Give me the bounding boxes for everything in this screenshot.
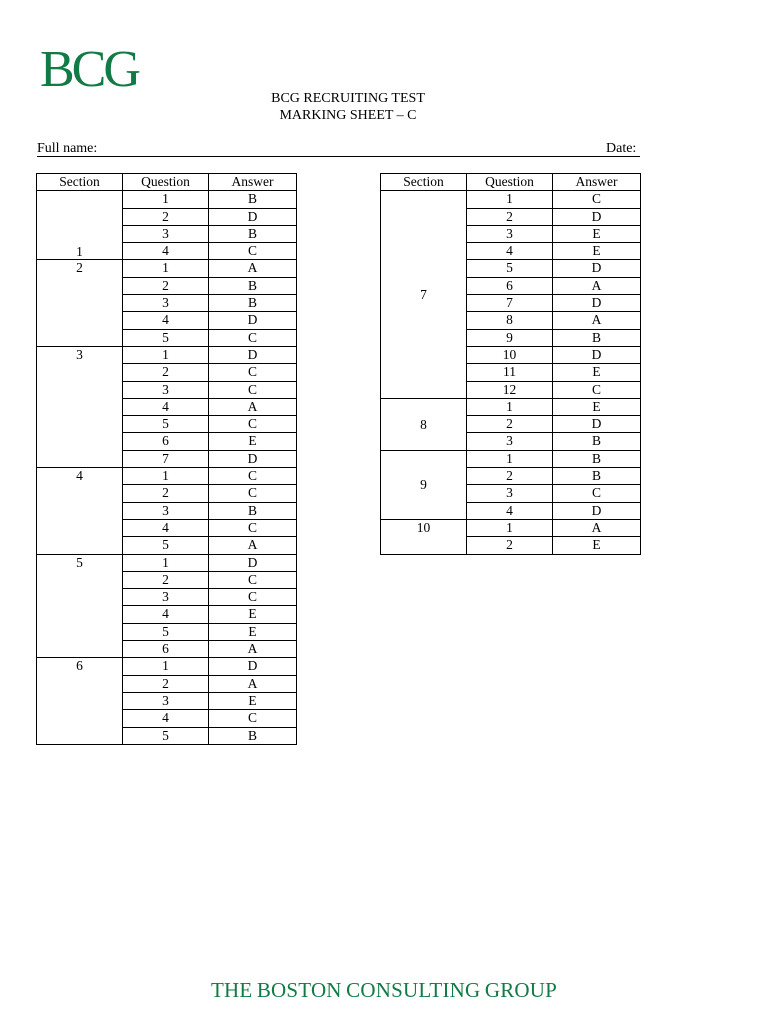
question-cell: 1: [467, 398, 553, 415]
page-title: BCG RECRUITING TEST: [271, 91, 425, 106]
answer-cell: C: [209, 519, 297, 536]
section-cell: 8: [381, 398, 467, 450]
table-row: [37, 191, 297, 208]
answer-cell: C: [209, 416, 297, 433]
answer-cell: E: [209, 433, 297, 450]
question-cell: 6: [467, 277, 553, 294]
question-cell: 2: [123, 364, 209, 381]
company-footer: [0, 978, 768, 1003]
question-cell: 4: [467, 243, 553, 260]
answer-cell: A: [553, 277, 641, 294]
question-cell: 3: [123, 692, 209, 709]
question-cell: 1: [467, 450, 553, 467]
question-cell: 1: [123, 554, 209, 571]
question-cell: 1: [123, 346, 209, 363]
table-row: [37, 346, 297, 363]
question-cell: 4: [467, 502, 553, 519]
answer-cell: B: [209, 295, 297, 312]
question-cell: 5: [123, 623, 209, 640]
answer-cell: B: [209, 277, 297, 294]
question-cell: 3: [123, 381, 209, 398]
answer-cell: A: [553, 519, 641, 536]
answer-cell: A: [209, 398, 297, 415]
answer-cell: C: [209, 571, 297, 588]
answer-cell: B: [209, 727, 297, 744]
section-header: Section: [37, 174, 123, 191]
table-row: [381, 398, 641, 415]
question-cell: 3: [467, 433, 553, 450]
section-cell: 7: [381, 191, 467, 399]
answer-cell: E: [553, 243, 641, 260]
question-cell: 4: [123, 398, 209, 415]
answer-cell: D: [209, 554, 297, 571]
answer-cell: E: [209, 606, 297, 623]
page-subtitle: MARKING SHEET – C: [279, 108, 417, 123]
section-cell: 3: [37, 346, 123, 467]
question-cell: 2: [123, 277, 209, 294]
answer-cell: D: [209, 312, 297, 329]
answer-cell: E: [553, 364, 641, 381]
table-row: [381, 191, 641, 208]
answer-cell: E: [209, 623, 297, 640]
question-cell: 2: [467, 468, 553, 485]
answer-table-left: [36, 173, 297, 745]
table-row: [37, 260, 297, 277]
question-cell: 9: [467, 329, 553, 346]
answer-cell: E: [553, 225, 641, 242]
table-row: [37, 658, 297, 675]
answer-cell: D: [209, 658, 297, 675]
question-cell: 6: [123, 433, 209, 450]
answer-cell: B: [209, 191, 297, 208]
question-cell: 2: [123, 485, 209, 502]
section-cell: 6: [37, 658, 123, 744]
answer-cell: B: [553, 450, 641, 467]
question-cell: 2: [467, 416, 553, 433]
table-header-row: [381, 174, 641, 191]
question-cell: 2: [123, 675, 209, 692]
question-cell: 5: [123, 727, 209, 744]
bcg-logo: BCG: [40, 41, 138, 98]
answer-cell: C: [209, 589, 297, 606]
question-cell: 1: [123, 468, 209, 485]
table-row: [381, 519, 641, 536]
question-cell: 3: [123, 502, 209, 519]
name-date-line: [37, 156, 640, 157]
question-header: Question: [123, 174, 209, 191]
question-cell: 3: [123, 225, 209, 242]
answer-cell: D: [209, 346, 297, 363]
section-cell: 4: [37, 468, 123, 554]
answer-cell: B: [553, 433, 641, 450]
answer-cell: C: [209, 329, 297, 346]
question-cell: 7: [467, 295, 553, 312]
answer-header: Answer: [553, 174, 641, 191]
table-header-row: [37, 174, 297, 191]
question-cell: 3: [467, 225, 553, 242]
section-header: Section: [381, 174, 467, 191]
question-cell: 4: [123, 243, 209, 260]
answer-cell: D: [553, 416, 641, 433]
answer-cell: C: [209, 364, 297, 381]
answer-cell: D: [553, 295, 641, 312]
answer-cell: D: [553, 260, 641, 277]
footer-the: THE: [210, 978, 253, 1002]
answer-cell: A: [209, 641, 297, 658]
footer-boston: BOSTON: [256, 978, 342, 1002]
answer-header: Answer: [209, 174, 297, 191]
answer-cell: C: [553, 191, 641, 208]
question-cell: 8: [467, 312, 553, 329]
answer-cell: B: [553, 329, 641, 346]
question-cell: 5: [123, 537, 209, 554]
question-cell: 3: [123, 295, 209, 312]
answer-cell: C: [553, 381, 641, 398]
question-cell: 1: [123, 260, 209, 277]
answer-cell: A: [209, 260, 297, 277]
section-cell: 1: [37, 191, 123, 260]
answer-cell: C: [209, 243, 297, 260]
answer-cell: A: [553, 312, 641, 329]
answer-cell: B: [553, 468, 641, 485]
answer-cell: B: [209, 502, 297, 519]
question-cell: 2: [123, 208, 209, 225]
answer-cell: E: [553, 398, 641, 415]
table-row: [37, 468, 297, 485]
answer-cell: D: [209, 450, 297, 467]
section-cell: 2: [37, 260, 123, 346]
answer-cell: A: [209, 675, 297, 692]
full-name-label: Full name:: [37, 141, 98, 156]
answer-cell: C: [553, 485, 641, 502]
answer-cell: D: [553, 346, 641, 363]
question-cell: 11: [467, 364, 553, 381]
section-cell: 5: [37, 554, 123, 658]
answer-cell: A: [209, 537, 297, 554]
question-cell: 7: [123, 450, 209, 467]
table-row: [37, 554, 297, 571]
question-cell: 1: [123, 191, 209, 208]
question-cell: 1: [123, 658, 209, 675]
question-header: Question: [467, 174, 553, 191]
question-cell: 12: [467, 381, 553, 398]
date-label: Date:: [606, 141, 637, 156]
question-cell: 2: [467, 208, 553, 225]
footer-group: GROUP: [484, 978, 558, 1002]
answer-cell: D: [553, 502, 641, 519]
answer-cell: E: [209, 692, 297, 709]
question-cell: 1: [467, 519, 553, 536]
question-cell: 1: [467, 191, 553, 208]
answer-cell: C: [209, 485, 297, 502]
question-cell: 10: [467, 346, 553, 363]
question-cell: 4: [123, 606, 209, 623]
table-row: [381, 450, 641, 467]
section-cell: 10: [381, 519, 467, 554]
question-cell: 2: [123, 571, 209, 588]
answer-cell: E: [553, 537, 641, 554]
question-cell: 3: [467, 485, 553, 502]
question-cell: 3: [123, 589, 209, 606]
answer-cell: B: [209, 225, 297, 242]
question-cell: 5: [467, 260, 553, 277]
question-cell: 4: [123, 519, 209, 536]
answer-cell: C: [209, 468, 297, 485]
question-cell: 4: [123, 312, 209, 329]
question-cell: 5: [123, 329, 209, 346]
question-cell: 6: [123, 641, 209, 658]
answer-cell: C: [209, 710, 297, 727]
answer-cell: C: [209, 381, 297, 398]
section-cell: 9: [381, 450, 467, 519]
answer-cell: D: [209, 208, 297, 225]
question-cell: 5: [123, 416, 209, 433]
footer-consulting: CONSULTING: [346, 978, 481, 1002]
question-cell: 4: [123, 710, 209, 727]
answer-cell: D: [553, 208, 641, 225]
question-cell: 2: [467, 537, 553, 554]
answer-table-right: [380, 173, 641, 555]
